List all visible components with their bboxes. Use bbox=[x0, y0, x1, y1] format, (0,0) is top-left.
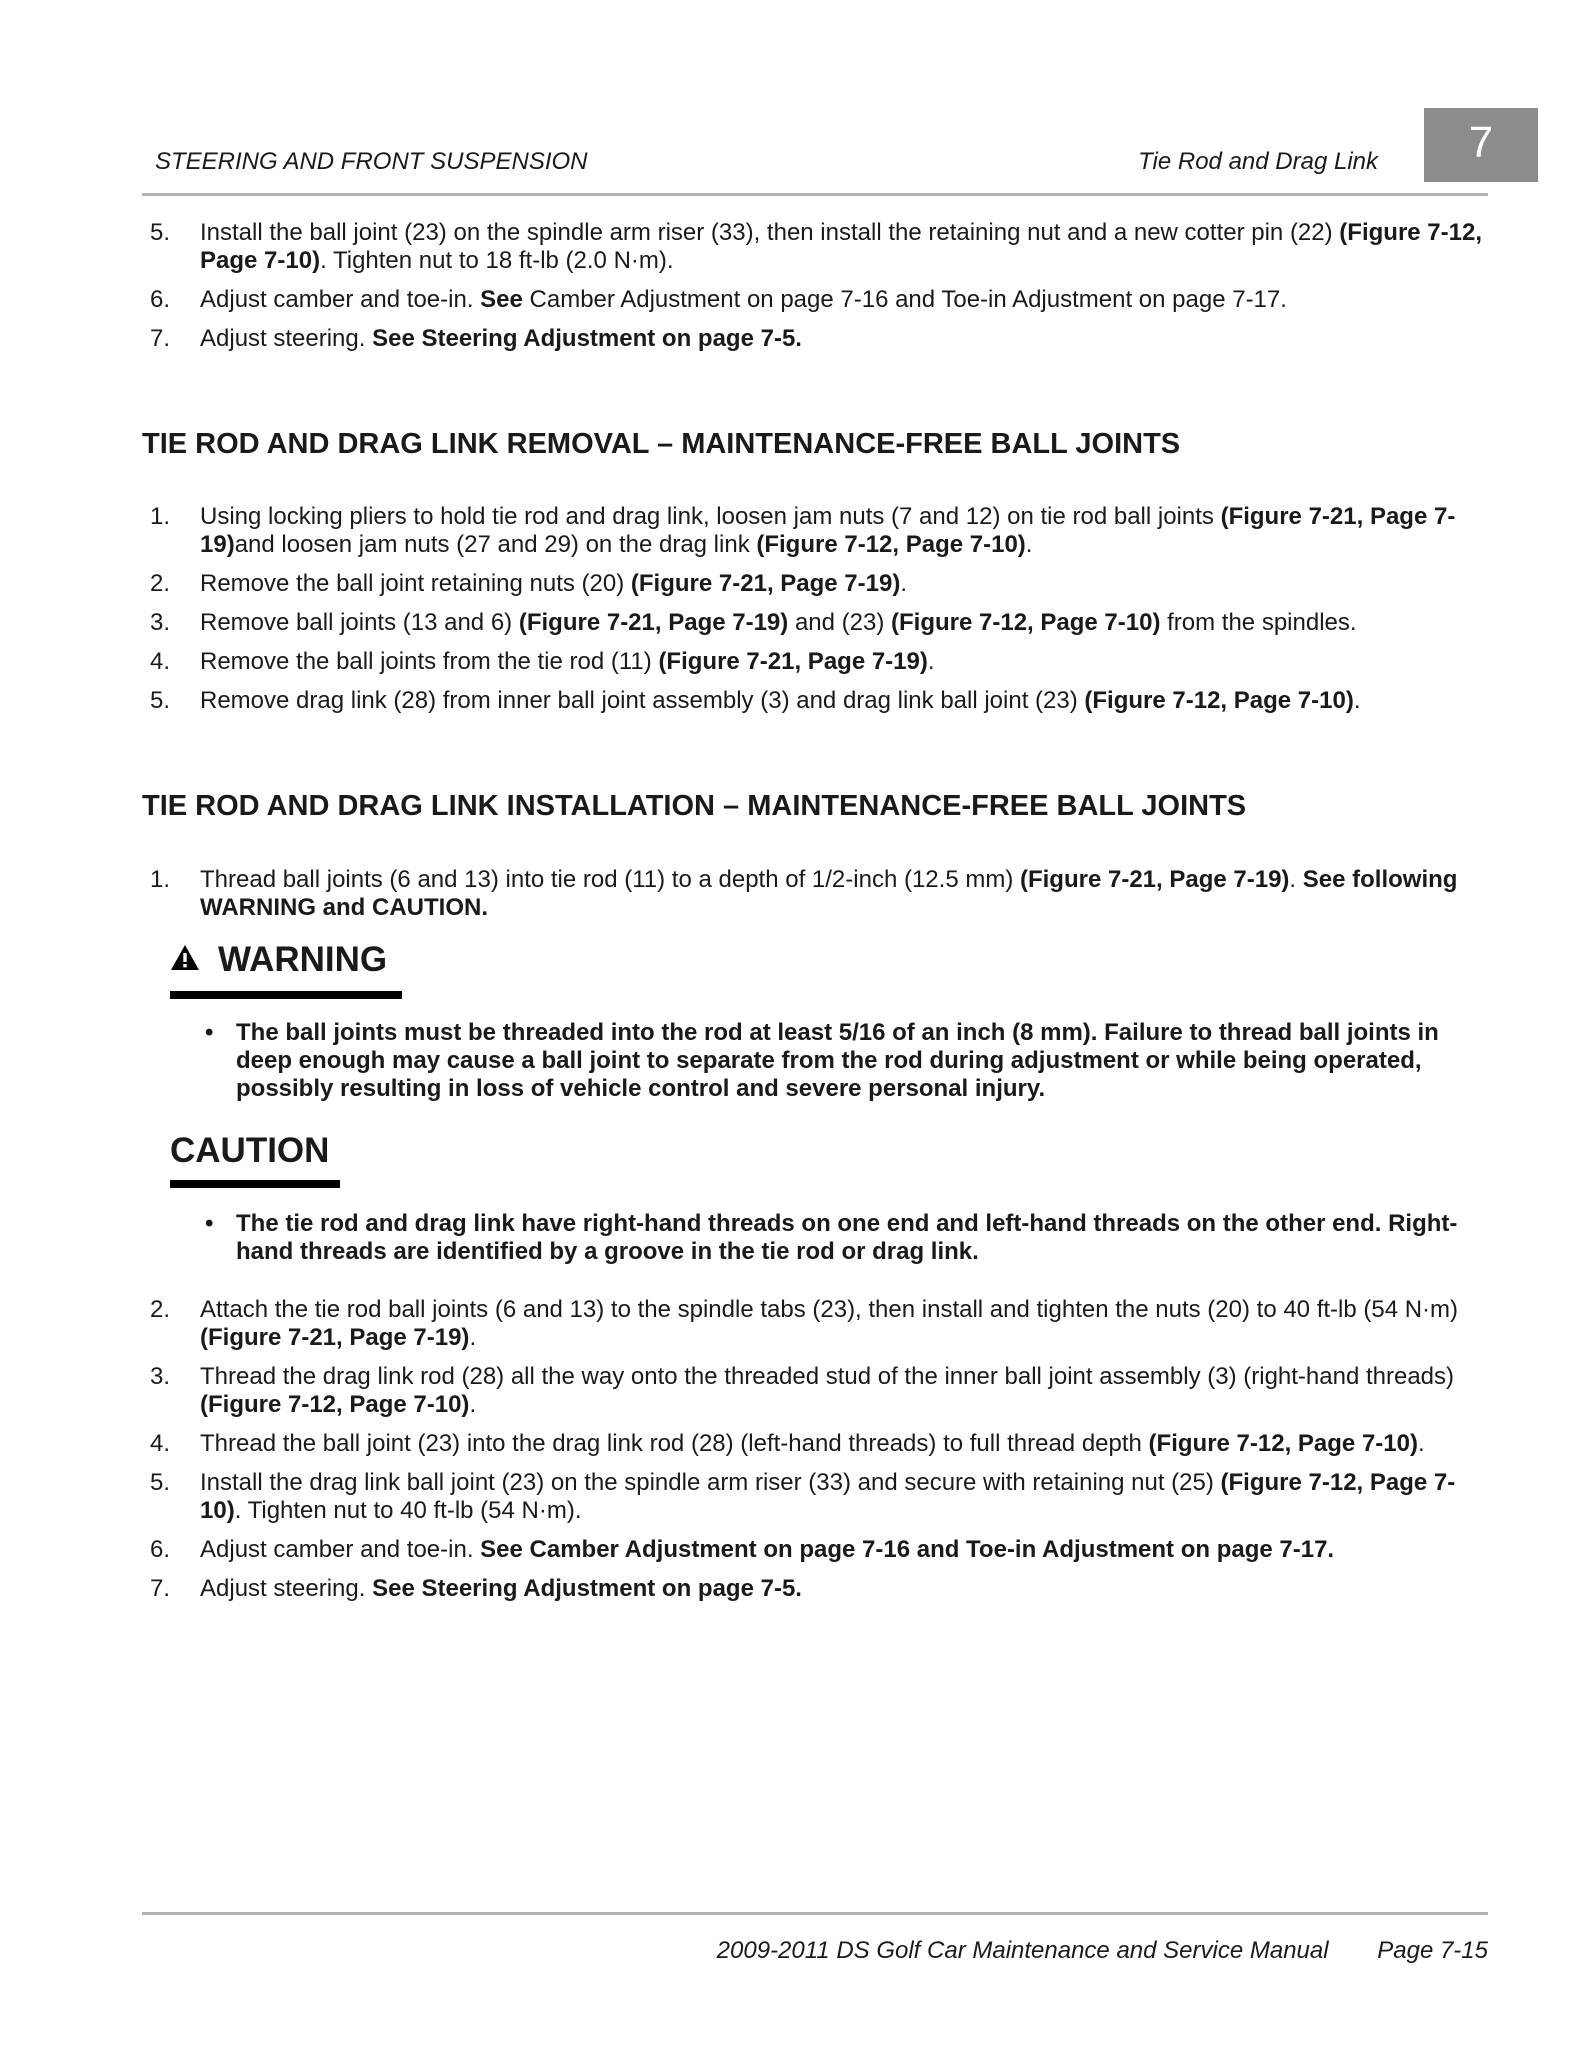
text-run: . bbox=[900, 570, 908, 597]
step-item bbox=[142, 866, 1488, 922]
warning-bullet bbox=[205, 1019, 1495, 1103]
step-text bbox=[200, 687, 1361, 714]
text-run: . bbox=[1289, 866, 1303, 893]
bullet-dot: • bbox=[205, 1210, 214, 1237]
bold-run: See bbox=[480, 286, 523, 313]
warning-label: WARNING bbox=[218, 940, 388, 979]
bold-run: (Figure 7-21, Page 7-19) bbox=[518, 609, 789, 636]
text-run: Install the ball joint (23) on the spindle arm riser (33), then install the retaining nut and a new cotter pin (22) bbox=[200, 219, 1340, 246]
bold-run: (Figure 7-12, Page 7-10) bbox=[1148, 1430, 1418, 1457]
text-run: . bbox=[469, 1324, 477, 1351]
chapter-tab: 7 bbox=[1424, 108, 1538, 182]
text-run: . bbox=[1417, 1430, 1425, 1457]
text-run: Thread the drag link rod (28) all the way onto the threaded stud of the inner ball joint assembly (3) (right-hand threads) bbox=[200, 1363, 1455, 1390]
step-text bbox=[200, 609, 1357, 636]
bold-run: (Figure 7-21, Page 7-19) bbox=[630, 570, 901, 597]
step-number: 6. bbox=[150, 1536, 171, 1563]
bold-run: See Steering Adjustment on page 7-5. bbox=[372, 325, 802, 352]
warning-underline bbox=[170, 991, 402, 999]
step-number: 4. bbox=[150, 648, 171, 675]
bold-run: (Figure 7-12, Page 7-10) bbox=[1084, 687, 1354, 714]
step-text bbox=[200, 1469, 1455, 1524]
step-item bbox=[142, 1430, 1488, 1458]
step-text bbox=[200, 866, 1457, 921]
header-rule bbox=[142, 193, 1488, 196]
step-item bbox=[142, 1296, 1488, 1352]
step-text bbox=[200, 1536, 1334, 1563]
header-section: STEERING AND FRONT SUSPENSION bbox=[155, 148, 588, 175]
step-number: 3. bbox=[150, 609, 171, 636]
step-text bbox=[200, 1363, 1454, 1418]
installation-steps bbox=[142, 1296, 1488, 1614]
bold-run: See Camber Adjustment on page 7-16 and Toe-in Adjustment on page 7-17. bbox=[480, 1536, 1335, 1563]
warning-triangle-icon bbox=[170, 940, 200, 980]
warning-heading bbox=[170, 940, 387, 980]
warning-text: The ball joints must be threaded into the rod at least 5/16 of an inch (8 mm). Failure to thread ball joints in deep enough may cause a ball joint to separate from the rod during adjustment or while being operated, possibly resulting in loss of vehicle control and severe personal injury. bbox=[236, 1019, 1439, 1102]
text-run: . Tighten nut to 18 ft-lb (2.0 N·m). bbox=[320, 247, 674, 274]
step-item bbox=[142, 1575, 1488, 1603]
bold-run: See Steering Adjustment on page 7-5. bbox=[372, 1575, 802, 1602]
step-item bbox=[142, 609, 1488, 637]
caution-label: CAUTION bbox=[170, 1131, 330, 1170]
step-text bbox=[200, 648, 935, 675]
bold-run: (Figure 7-21, Page 7-19) bbox=[200, 1324, 470, 1351]
text-run: Using locking pliers to hold tie rod and drag link, loosen jam nuts (7 and 12) on tie rod ball joints bbox=[200, 503, 1221, 530]
bold-run: (Figure 7-21, Page 7-19) bbox=[1019, 866, 1290, 893]
step-number: 2. bbox=[150, 570, 171, 597]
footer-rule bbox=[142, 1912, 1488, 1915]
caution-text: The tie rod and drag link have right-hand threads on one end and left-hand threads on the other end. Right-hand threads are identified by a groove in the tie rod or drag link. bbox=[236, 1210, 1458, 1265]
installation-section-title: TIE ROD AND DRAG LINK INSTALLATION – MAINTENANCE-FREE BALL JOINTS bbox=[142, 790, 1247, 822]
bold-run: (Figure 7-12, Page 7-10) bbox=[200, 1469, 1456, 1524]
step-text bbox=[200, 1430, 1425, 1457]
footer-page-number: Page 7-15 bbox=[1377, 1937, 1488, 1964]
step-number: 3. bbox=[150, 1363, 171, 1390]
step-item bbox=[142, 1536, 1488, 1564]
caution-heading bbox=[170, 1131, 329, 1171]
caution-underline bbox=[170, 1180, 340, 1188]
bold-run: (Figure 7-12, Page 7-10) bbox=[200, 1391, 470, 1418]
text-run: and loosen jam nuts (27 and 29) on the drag link bbox=[234, 531, 757, 558]
step-item bbox=[142, 570, 1488, 598]
bold-run: (Figure 7-12, Page 7-10) bbox=[756, 531, 1026, 558]
text-run: Remove the ball joints from the tie rod (11) bbox=[200, 648, 659, 675]
text-run: from the spindles. bbox=[1160, 609, 1357, 636]
step-text bbox=[200, 1575, 802, 1602]
step-item bbox=[142, 325, 1488, 353]
step-number: 5. bbox=[150, 1469, 171, 1496]
text-run: Attach the tie rod ball joints (6 and 13) to the spindle tabs (23), then install and tighten the nuts (20) to 40 ft-lb (54 N·m) bbox=[200, 1296, 1459, 1323]
bold-run: (Figure 7-21, Page 7-19) bbox=[658, 648, 928, 675]
step-number: 1. bbox=[150, 503, 171, 530]
step-number: 5. bbox=[150, 219, 171, 246]
text-run: . bbox=[927, 648, 935, 675]
step-number: 5. bbox=[150, 687, 171, 714]
text-run: Camber Adjustment on page 7-16 and Toe-in Adjustment on page 7-17. bbox=[522, 286, 1287, 313]
text-run: Adjust steering. bbox=[200, 1575, 373, 1602]
step-text bbox=[200, 1296, 1458, 1351]
removal-section-title: TIE ROD AND DRAG LINK REMOVAL – MAINTENANCE-FREE BALL JOINTS bbox=[142, 428, 1181, 460]
bold-run: (Figure 7-12, Page 7-10) bbox=[891, 609, 1161, 636]
text-run: Adjust camber and toe-in. bbox=[200, 286, 481, 313]
text-run: Adjust camber and toe-in. bbox=[200, 1536, 481, 1563]
text-run: Remove the ball joint retaining nuts (20) bbox=[200, 570, 631, 597]
text-run: Thread ball joints (6 and 13) into tie rod (11) to a depth of 1/2-inch (12.5 mm) bbox=[200, 866, 1020, 893]
text-run: . bbox=[1353, 687, 1361, 714]
step-item bbox=[142, 648, 1488, 676]
text-run: Adjust steering. bbox=[200, 325, 373, 352]
removal-steps bbox=[142, 503, 1488, 726]
footer-manual-title: 2009-2011 DS Golf Car Maintenance and Service Manual bbox=[716, 1937, 1329, 1964]
step-item bbox=[142, 503, 1488, 559]
text-run: Remove ball joints (13 and 6) bbox=[200, 609, 519, 636]
step-item bbox=[142, 286, 1488, 314]
bullet-dot: • bbox=[205, 1019, 214, 1046]
step-text bbox=[200, 219, 1482, 274]
intro-steps bbox=[142, 219, 1488, 364]
footer bbox=[717, 1937, 1488, 1965]
bold-run: (Figure 7-21, Page 7-19) bbox=[200, 503, 1456, 558]
caution-bullet bbox=[205, 1210, 1495, 1266]
text-run: Remove drag link (28) from inner ball joint assembly (3) and drag link ball joint (23) bbox=[200, 687, 1085, 714]
text-run: Thread the ball joint (23) into the drag link rod (28) (left-hand threads) to full thread depth bbox=[200, 1430, 1149, 1457]
step-number: 7. bbox=[150, 325, 171, 352]
step-number: 1. bbox=[150, 866, 171, 893]
step-item bbox=[142, 219, 1488, 275]
step-item bbox=[142, 1469, 1488, 1525]
step-text bbox=[200, 325, 802, 352]
step-number: 2. bbox=[150, 1296, 171, 1323]
step-item bbox=[142, 1363, 1488, 1419]
text-run: . bbox=[469, 1391, 477, 1418]
bold-run: See following WARNING and CAUTION. bbox=[200, 866, 1458, 921]
text-run: Install the drag link ball joint (23) on the spindle arm riser (33) and secure with retaining nut (25) bbox=[200, 1469, 1221, 1496]
step-number: 4. bbox=[150, 1430, 171, 1457]
step-number: 7. bbox=[150, 1575, 171, 1602]
step-item bbox=[142, 687, 1488, 715]
step-text bbox=[200, 286, 1287, 313]
text-run: . bbox=[1025, 531, 1033, 558]
text-run: and (23) bbox=[788, 609, 892, 636]
step-number: 6. bbox=[150, 286, 171, 313]
installation-first-step bbox=[142, 866, 1488, 933]
text-run: . Tighten nut to 40 ft-lb (54 N·m). bbox=[234, 1497, 582, 1524]
bold-run: (Figure 7-12, Page 7-10) bbox=[200, 219, 1482, 274]
step-text bbox=[200, 503, 1455, 558]
step-text bbox=[200, 570, 907, 597]
header-topic: Tie Rod and Drag Link bbox=[1138, 148, 1378, 175]
